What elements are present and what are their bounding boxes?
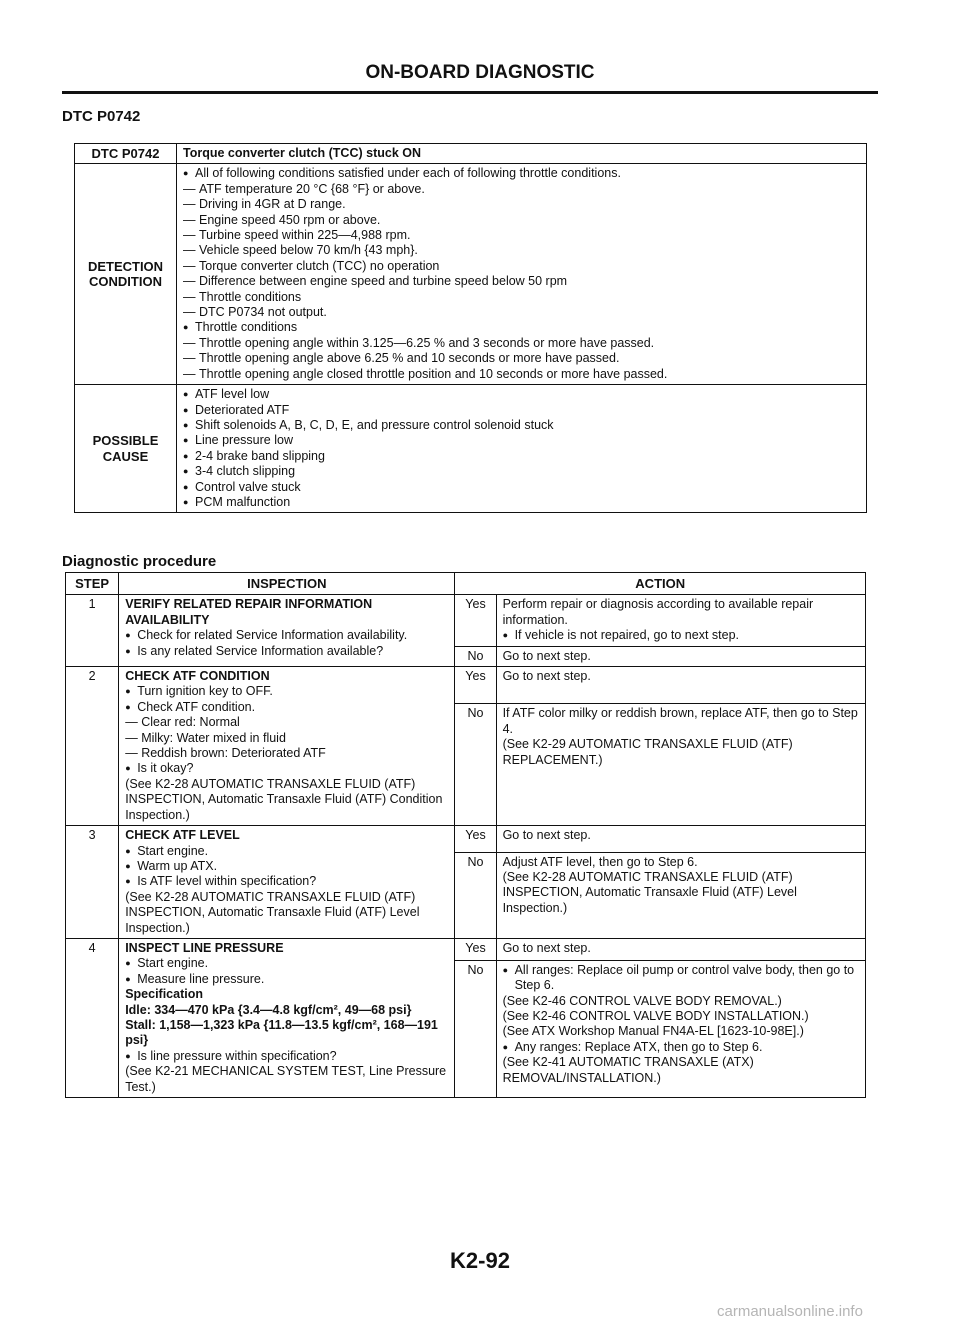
inspection-line: — Milky: Water mixed in fluid	[125, 731, 448, 746]
action-line: Go to next step.	[502, 648, 591, 663]
detection-line: — Turbine speed within 225—4,988 rpm.	[183, 228, 860, 243]
inspection-title: CHECK ATF LEVEL	[125, 828, 240, 843]
detection-line: — Torque converter clutch (TCC) no operation	[183, 259, 860, 274]
answer-cell: Yes	[455, 667, 496, 704]
inspection-line: ● Warm up ATX.	[125, 859, 448, 874]
inspection-line: — Clear red: Normal	[125, 715, 448, 730]
inspection-header: INSPECTION	[119, 573, 455, 595]
dtc-code-cell: DTC P0742	[75, 144, 177, 164]
cause-line: ● Line pressure low	[183, 433, 860, 448]
inspection-line: ● Measure line pressure.	[125, 972, 448, 987]
answer-cell: Yes	[455, 938, 496, 960]
inspection-title: INSPECT LINE PRESSURE	[125, 940, 284, 955]
inspection-line: ● Turn ignition key to OFF.	[125, 684, 448, 699]
table-row	[66, 667, 866, 704]
answer-cell: No	[455, 646, 496, 666]
action-line: Go to next step.	[502, 669, 591, 684]
detection-line: — Vehicle speed below 70 km/h {43 mph}.	[183, 243, 860, 258]
inspection-cell	[119, 595, 455, 667]
action-cell	[496, 646, 865, 666]
action-line: Go to next step.	[502, 828, 591, 843]
inspection-cell	[119, 826, 455, 939]
detection-line: — Throttle opening angle closed throttle position and 10 seconds or more have passed.	[183, 367, 860, 382]
cause-line: ● 2-4 brake band slipping	[183, 449, 860, 464]
page-number: K2-92	[450, 1248, 510, 1273]
answer-cell: No	[455, 960, 496, 1097]
inspection-line: ● Start engine.	[125, 956, 448, 971]
action-line: If ATF color milky or reddish brown, replace ATF, then go to Step 4.	[502, 706, 858, 736]
step-number: 2	[66, 667, 119, 826]
inspection-line: ● Check for related Service Information availability.	[125, 628, 448, 643]
action-cell	[496, 960, 865, 1097]
step-number: 4	[66, 938, 119, 1097]
inspection-line: Stall: 1,158—1,323 kPa {11.8—13.5 kgf/cm², 168—191 psi}	[125, 1017, 438, 1048]
action-line: (See K2-28 AUTOMATIC TRANSAXLE FLUID (ATF) INSPECTION, Automatic Transaxle Fluid (ATF) Level Inspection.)	[502, 869, 797, 915]
answer-cell: No	[455, 704, 496, 826]
cause-line: ● ATF level low	[183, 387, 860, 402]
inspection-cell	[119, 667, 455, 826]
action-line: (See ATX Workshop Manual FN4A-EL [1623-10-98E].)	[502, 1024, 804, 1039]
action-line: (See K2-41 AUTOMATIC TRANSAXLE (ATX) REMOVAL/INSTALLATION.)	[502, 1055, 754, 1085]
inspection-line: Idle: 334—470 kPa {3.4—4.8 kgf/cm², 49—68 psi}	[125, 1002, 412, 1017]
action-line: (See K2-29 AUTOMATIC TRANSAXLE FLUID (ATF) REPLACEMENT.)	[502, 737, 793, 767]
possible-cause-label: POSSIBLE CAUSE	[75, 385, 177, 513]
step-number: 3	[66, 826, 119, 939]
dtc-label: DTC P0742	[62, 108, 141, 125]
action-line: (See K2-46 CONTROL VALVE BODY INSTALLATION.)	[502, 1008, 809, 1023]
action-line: Adjust ATF level, then go to Step 6.	[502, 854, 698, 869]
detection-condition-list	[177, 164, 867, 385]
table-row	[66, 826, 866, 852]
cause-line: ● Control valve stuck	[183, 480, 860, 495]
action-line: Go to next step.	[502, 940, 591, 955]
dtc-table	[74, 143, 867, 513]
detection-line: ● All of following conditions satisfied under each of following throttle conditions.	[183, 166, 860, 181]
action-cell	[496, 938, 865, 960]
detection-line: — Throttle conditions	[183, 290, 860, 305]
inspection-line: ● Is it okay?	[125, 761, 448, 776]
cause-line: ● Deteriorated ATF	[183, 403, 860, 418]
inspection-line: ● Check ATF condition.	[125, 700, 448, 715]
inspection-line: ● Is ATF level within specification?	[125, 874, 448, 889]
possible-cause-list	[177, 385, 867, 513]
inspection-line: Specification	[125, 987, 203, 1002]
answer-cell: No	[455, 852, 496, 938]
answer-cell: Yes	[455, 595, 496, 646]
watermark: carmanualsonline.info	[717, 1303, 863, 1320]
detection-line: ● Throttle conditions	[183, 320, 860, 335]
detection-line: — Engine speed 450 rpm or above.	[183, 213, 860, 228]
cause-line: ● 3-4 clutch slipping	[183, 464, 860, 479]
action-header: ACTION	[455, 573, 866, 595]
inspection-line: — Reddish brown: Deteriorated ATF	[125, 746, 448, 761]
step-header: STEP	[66, 573, 119, 595]
inspection-line: ● Is line pressure within specification?	[125, 1049, 448, 1064]
action-line: ● If vehicle is not repaired, go to next step.	[503, 628, 859, 643]
procedure-title: Diagnostic procedure	[62, 553, 217, 570]
inspection-title: CHECK ATF CONDITION	[125, 669, 270, 684]
detection-line: — Difference between engine speed and turbine speed below 50 rpm	[183, 274, 860, 289]
detection-line: — Throttle opening angle above 6.25 % and 10 seconds or more have passed.	[183, 351, 860, 366]
detection-line: — Throttle opening angle within 3.125—6.25 % and 3 seconds or more have passed.	[183, 336, 860, 351]
cause-line: ● Shift solenoids A, B, C, D, E, and pressure control solenoid stuck	[183, 418, 860, 433]
inspection-line: ● Start engine.	[125, 844, 448, 859]
detection-line: — DTC P0734 not output.	[183, 305, 860, 320]
header-rule	[62, 91, 878, 94]
procedure-table	[65, 572, 866, 1098]
detection-line: — Driving in 4GR at D range.	[183, 197, 860, 212]
inspection-title: VERIFY RELATED REPAIR INFORMATION AVAILABILITY	[125, 597, 373, 627]
action-line: Perform repair or diagnosis according to available repair information.	[502, 597, 814, 627]
detection-line: — ATF temperature 20 °C {68 °F} or above.	[183, 182, 860, 197]
table-row	[66, 938, 866, 960]
action-cell	[496, 704, 865, 826]
action-cell	[496, 852, 865, 938]
inspection-cell	[119, 938, 455, 1097]
action-cell	[496, 667, 865, 704]
inspection-line: ● Is any related Service Information available?	[125, 644, 448, 659]
detection-condition-label: DETECTION CONDITION	[75, 164, 177, 385]
cause-line: ● PCM malfunction	[183, 495, 860, 510]
dtc-description: Torque converter clutch (TCC) stuck ON	[177, 144, 867, 164]
table-row	[66, 595, 866, 646]
inspection-line: (See K2-28 AUTOMATIC TRANSAXLE FLUID (ATF) INSPECTION, Automatic Transaxle Fluid (ATF) Level Inspection.)	[125, 889, 420, 935]
page-header: ON-BOARD DIAGNOSTIC	[365, 62, 595, 83]
inspection-line: (See K2-21 MECHANICAL SYSTEM TEST, Line Pressure Test.)	[125, 1064, 447, 1094]
inspection-line: (See K2-28 AUTOMATIC TRANSAXLE FLUID (ATF) INSPECTION, Automatic Transaxle Fluid (ATF) Condition Inspection.)	[125, 776, 443, 822]
action-line: (See K2-46 CONTROL VALVE BODY REMOVAL.)	[502, 993, 782, 1008]
action-line: ● All ranges: Replace oil pump or control valve body, then go to Step 6.	[503, 963, 859, 994]
action-cell	[496, 826, 865, 852]
action-line: ● Any ranges: Replace ATX, then go to Step 6.	[503, 1040, 859, 1055]
action-cell	[496, 595, 865, 646]
answer-cell: Yes	[455, 826, 496, 852]
step-number: 1	[66, 595, 119, 667]
